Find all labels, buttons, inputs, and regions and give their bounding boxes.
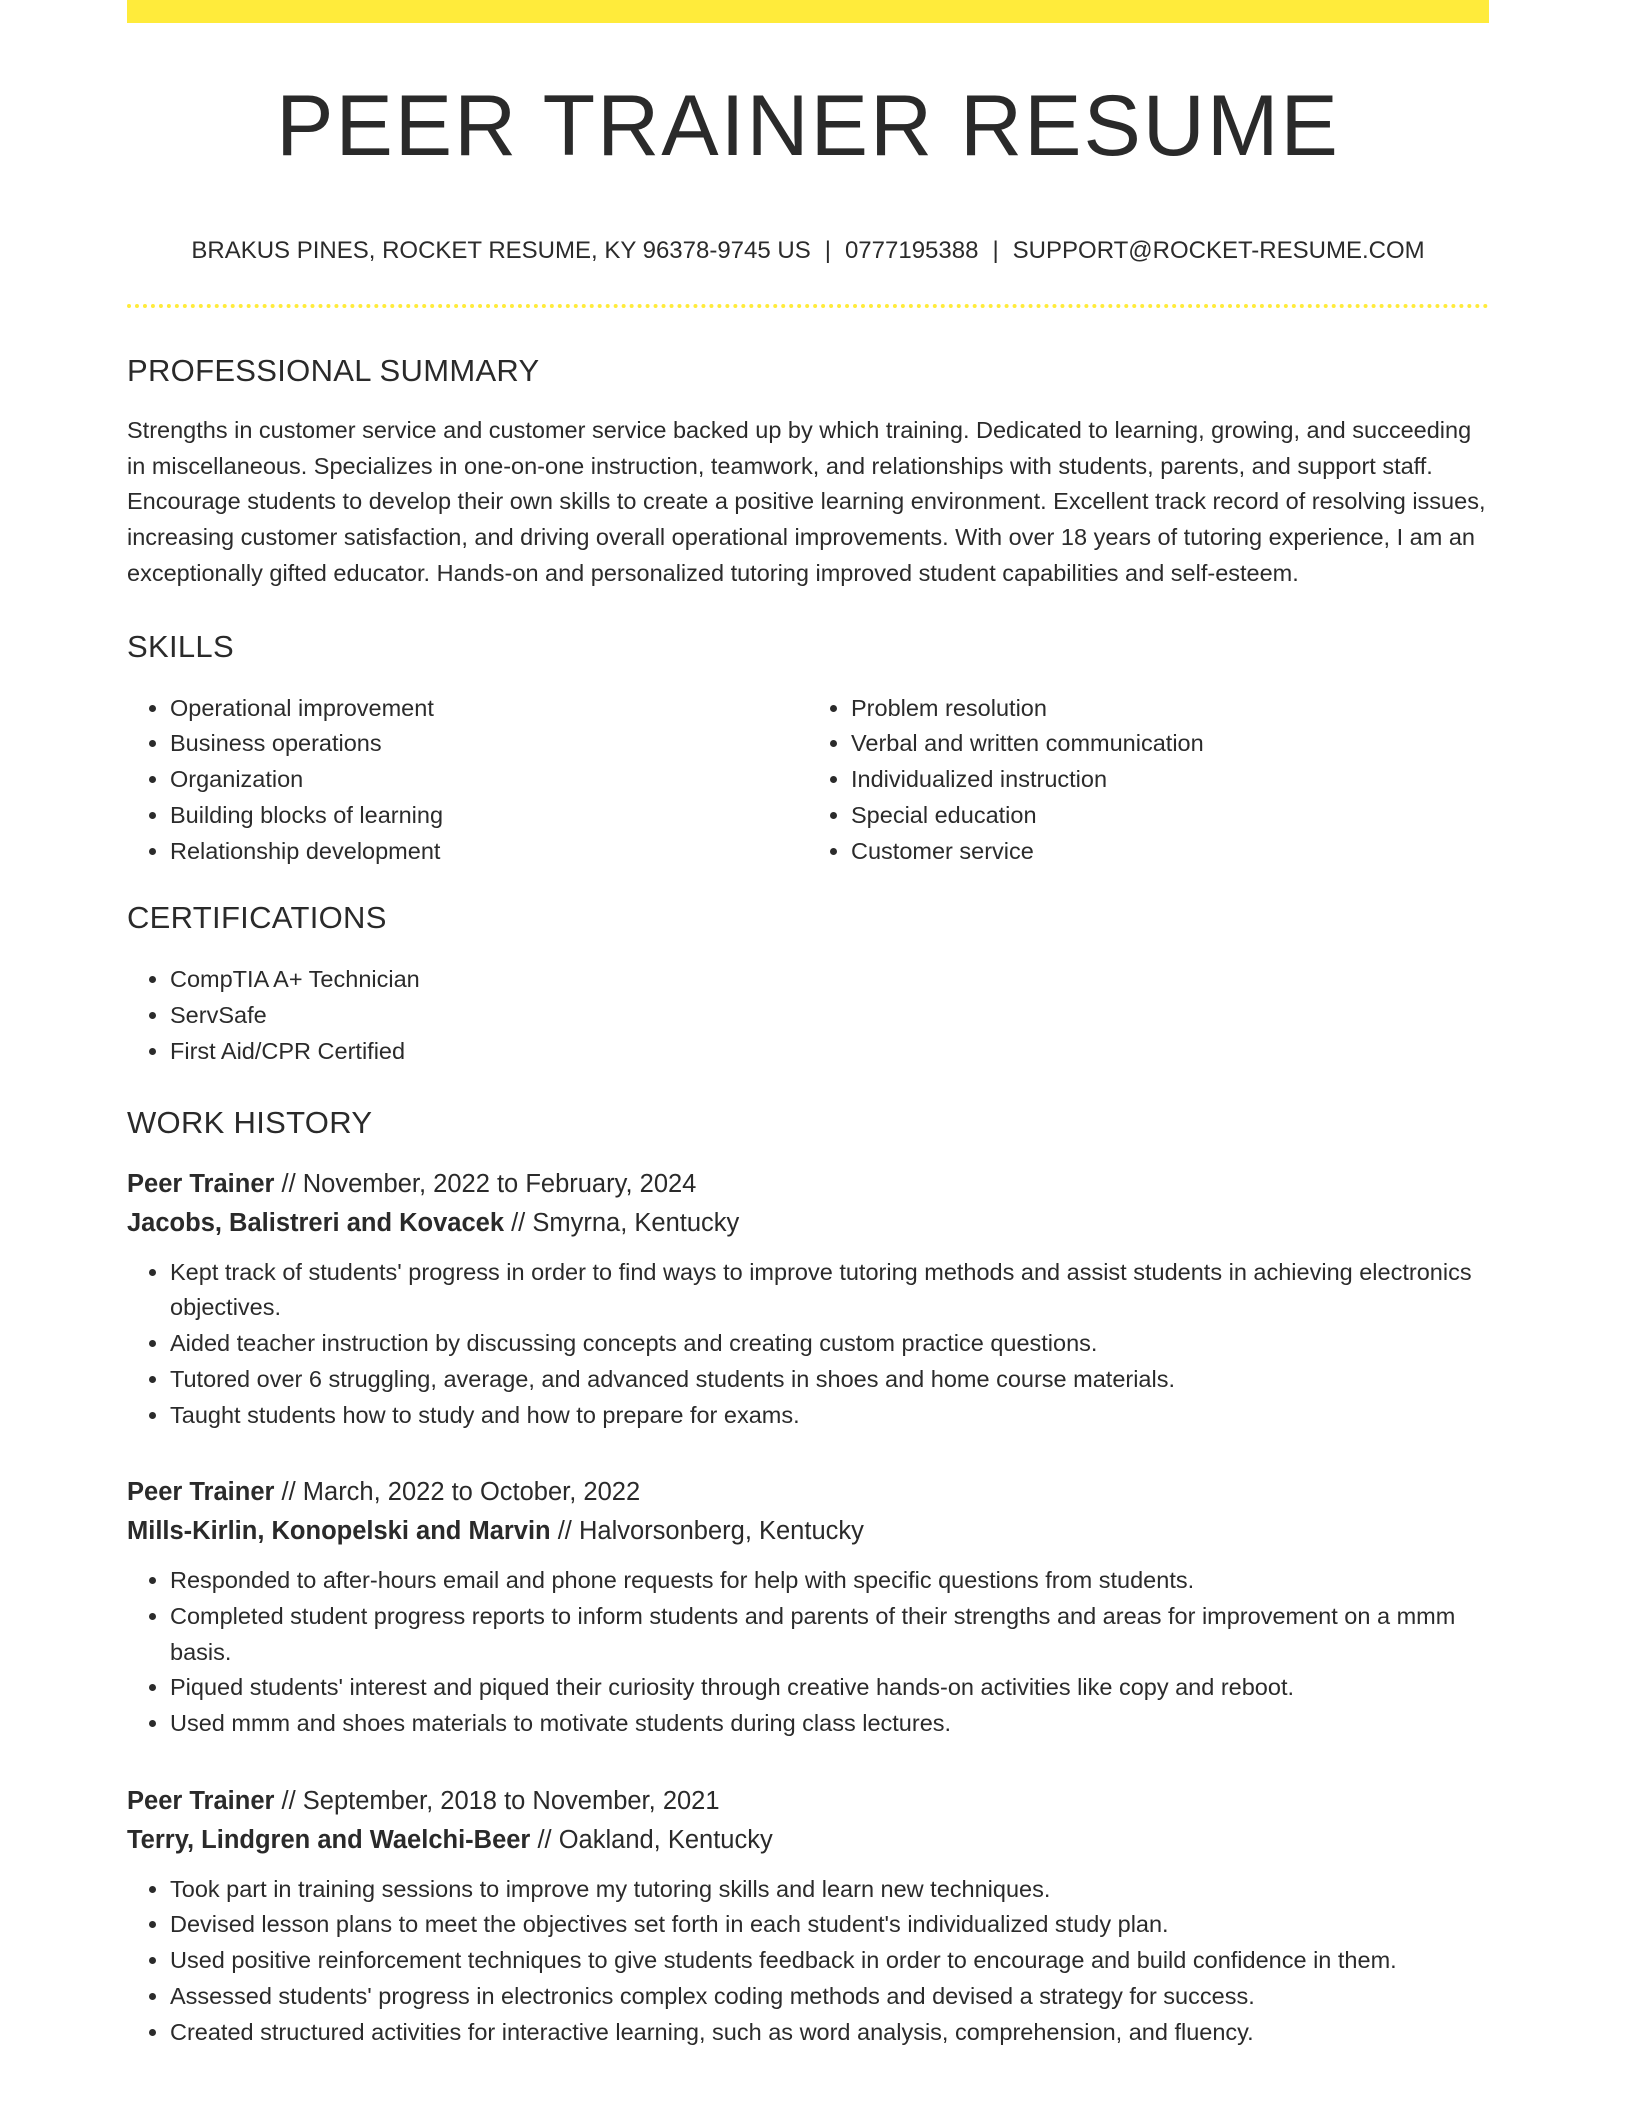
job-bullet: • Took part in training sessions to improve my tutoring skills and learn new techniques. — [170, 1872, 1489, 1908]
skill-item: • Operational improvement — [170, 691, 808, 727]
job-location: Oakland, Kentucky — [558, 1825, 773, 1854]
skill-item: • Organization — [170, 762, 808, 798]
job-separator: // — [274, 1786, 303, 1815]
job-dates: November, 2022 to February, 2024 — [302, 1169, 697, 1198]
job-location: Halvorsonberg, Kentucky — [578, 1517, 864, 1546]
skill-item: • Building blocks of learning — [170, 798, 808, 834]
skills-columns — [127, 691, 1489, 870]
job-title: Peer Trainer — [127, 1169, 275, 1198]
certification-item: • ServSafe — [170, 998, 1489, 1034]
contact-phone[interactable]: 0777195388 — [844, 237, 979, 264]
job-entry — [127, 1165, 1489, 1434]
summary-heading: PROFESSIONAL SUMMARY — [127, 352, 540, 388]
job-separator: // — [550, 1517, 579, 1546]
job-title-line — [127, 1782, 1489, 1821]
skill-item: • Relationship development — [170, 834, 808, 870]
job-company: Terry, Lindgren and Waelchi-Beer — [127, 1825, 531, 1854]
job-title-line — [127, 1473, 1489, 1512]
contact-separator: | — [824, 237, 831, 264]
job-bullet: • Assessed students' progress in electronics complex coding methods and devised a strategy for success. — [170, 1979, 1489, 2015]
certifications-heading: CERTIFICATIONS — [127, 900, 387, 936]
job-bullet: • Used mmm and shoes materials to motivate students during class lectures. — [170, 1706, 1489, 1742]
job-dates: September, 2018 to November, 2021 — [302, 1786, 720, 1815]
job-title-line — [127, 1165, 1489, 1204]
job-bullets — [127, 1563, 1489, 1742]
job-separator: // — [530, 1825, 559, 1854]
job-title: Peer Trainer — [127, 1786, 275, 1815]
job-bullet: • Taught students how to study and how to prepare for exams. — [170, 1398, 1489, 1434]
job-entry — [127, 1473, 1489, 1742]
certification-item: • CompTIA A+ Technician — [170, 962, 1489, 998]
job-company: Jacobs, Balistreri and Kovacek — [127, 1208, 505, 1237]
job-bullet: • Used positive reinforcement techniques to give students feedback in order to encourage and build confidence in them. — [170, 1943, 1489, 1979]
job-separator: // — [274, 1478, 303, 1507]
skills-list-left — [127, 691, 808, 870]
job-bullet: • Devised lesson plans to meet the objectives set forth in each student's individualized study plan. — [170, 1907, 1489, 1943]
skill-item: • Special education — [851, 798, 1489, 834]
job-bullet: • Responded to after-hours email and phone requests for help with specific questions from students. — [170, 1563, 1489, 1599]
certifications-list — [127, 962, 1489, 1069]
resume-title: PEER TRAINER RESUME — [276, 78, 1340, 174]
job-company: Mills-Kirlin, Konopelski and Marvin — [127, 1517, 551, 1546]
certification-item: • First Aid/CPR Certified — [170, 1034, 1489, 1070]
skill-item: • Customer service — [851, 834, 1489, 870]
job-bullet: • Kept track of students' progress in order to find ways to improve tutoring methods and assist students in achieving electronics objectives. — [170, 1255, 1489, 1326]
job-bullets — [127, 1872, 1489, 2051]
job-company-line — [127, 1512, 1489, 1551]
contact-email[interactable]: SUPPORT@ROCKET-RESUME.COM — [1012, 237, 1425, 264]
skills-list-right — [808, 691, 1489, 870]
top-accent-bar — [127, 0, 1489, 23]
skill-item: • Problem resolution — [851, 691, 1489, 727]
job-bullet: • Aided teacher instruction by discussing concepts and creating custom practice questions. — [170, 1326, 1489, 1362]
job-dates: March, 2022 to October, 2022 — [302, 1478, 641, 1507]
job-separator: // — [274, 1169, 303, 1198]
resume-page — [127, 0, 1489, 2050]
job-separator: // — [504, 1208, 533, 1237]
skill-item: • Verbal and written communication — [851, 726, 1489, 762]
contact-address: BRAKUS PINES, ROCKET RESUME, KY 96378-9745 US — [191, 237, 811, 264]
skill-item: • Business operations — [170, 726, 808, 762]
job-entry — [127, 1782, 1489, 2051]
job-bullets — [127, 1255, 1489, 1434]
job-bullet: • Tutored over 6 struggling, average, and advanced students in shoes and home course materials. — [170, 1362, 1489, 1398]
contact-line — [127, 237, 1489, 266]
job-bullet: • Created structured activities for interactive learning, such as word analysis, comprehension, and fluency. — [170, 2015, 1489, 2051]
skills-heading: SKILLS — [127, 628, 234, 664]
work-history-heading: WORK HISTORY — [127, 1104, 373, 1140]
header-divider — [127, 304, 1489, 308]
job-company-line — [127, 1821, 1489, 1860]
job-title: Peer Trainer — [127, 1478, 275, 1507]
job-bullet: • Completed student progress reports to inform students and parents of their strengths and areas for improvement on a mmm basis. — [170, 1599, 1489, 1670]
job-bullet: • Piqued students' interest and piqued their curiosity through creative hands-on activities like copy and reboot. — [170, 1670, 1489, 1706]
job-location: Smyrna, Kentucky — [532, 1208, 740, 1237]
contact-separator: | — [992, 237, 999, 264]
skill-item: • Individualized instruction — [851, 762, 1489, 798]
job-company-line — [127, 1204, 1489, 1243]
summary-text: Strengths in customer service and customer service backed up by which training. Dedicated to learning, growing, and succeeding in miscellaneous. Specializes in one-on-one instruction, teamwork, and relationships with students, parents, and support staff. Encourage students to develop their own skills to create a positive learning environment. Excellent track record of resolving issues, increasing customer satisfaction, and driving overall operational improvements. With over 18 years of tutoring experience, I am an exceptionally gifted educator. Hands-on and personalized tutoring improved student capabilities and self-esteem. — [127, 416, 1486, 586]
